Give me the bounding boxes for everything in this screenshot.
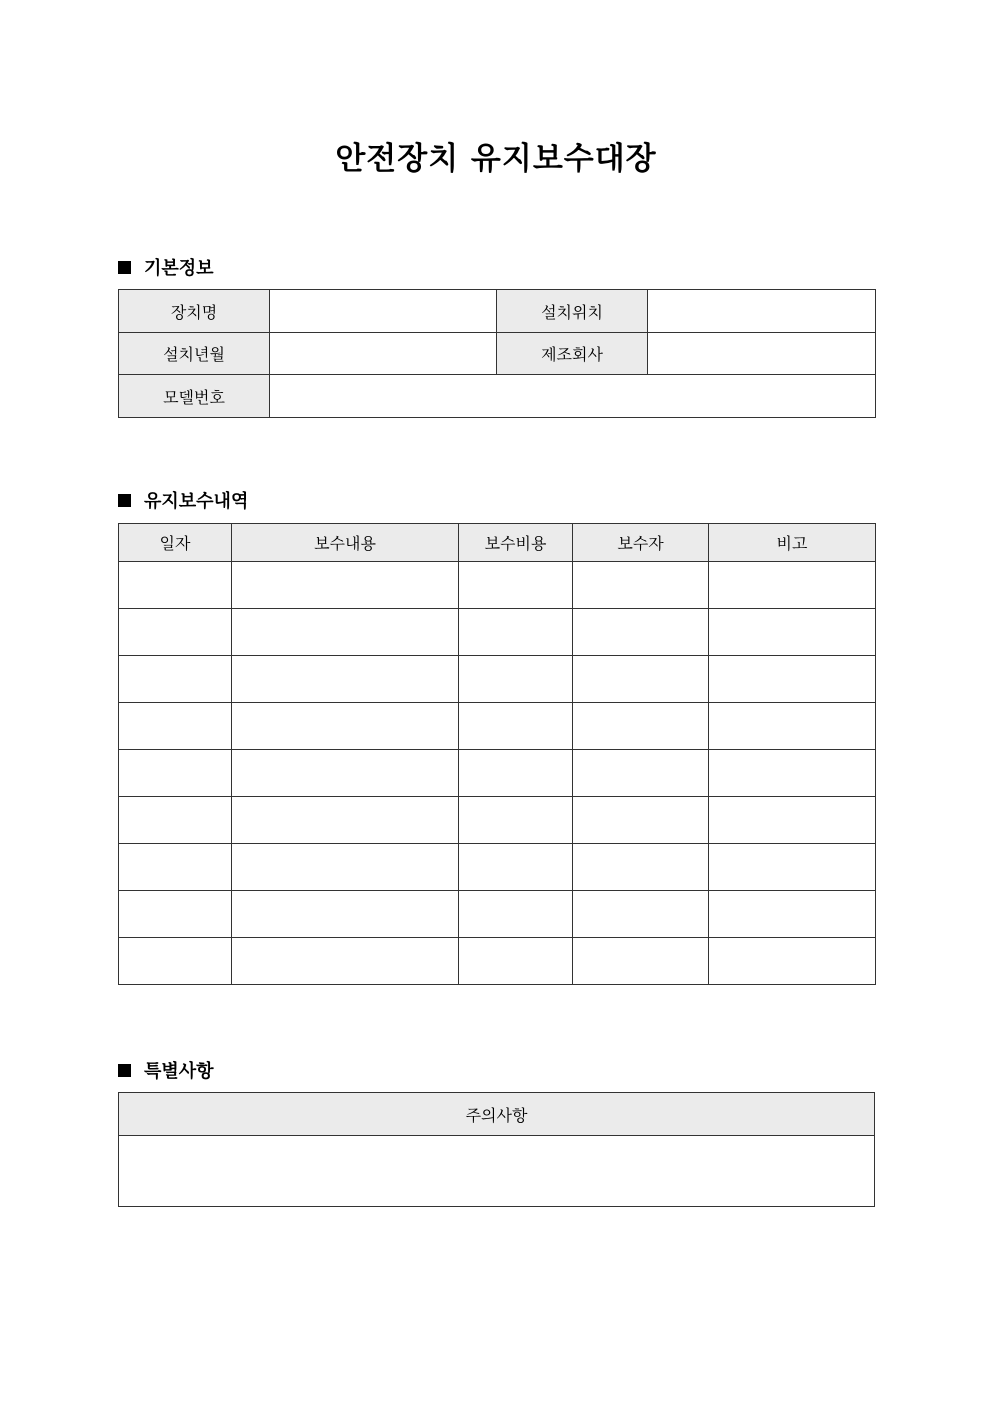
remarks-cell[interactable] [709, 656, 876, 703]
date-cell[interactable] [119, 797, 232, 844]
section-heading-basic [118, 254, 214, 280]
repair-cost-cell[interactable] [459, 656, 573, 703]
remarks-cell[interactable] [709, 703, 876, 750]
remarks-cell[interactable] [709, 938, 876, 985]
model-no-label: 모델번호 [119, 375, 270, 418]
install-location-label: 설치위치 [497, 290, 648, 333]
repair-details-cell[interactable] [232, 750, 459, 797]
remarks-cell[interactable] [709, 844, 876, 891]
repair-details-cell[interactable] [232, 562, 459, 609]
column-header-remarks: 비고 [709, 524, 876, 562]
repair-cost-cell[interactable] [459, 797, 573, 844]
table-row [119, 844, 876, 891]
repair-details-cell[interactable] [232, 609, 459, 656]
repairer-cell[interactable] [573, 750, 709, 797]
table-row [119, 891, 876, 938]
repairer-cell[interactable] [573, 609, 709, 656]
section-heading-special-label: 특별사항 [144, 1061, 214, 1082]
section-heading-history [118, 487, 248, 513]
repair-cost-cell[interactable] [459, 609, 573, 656]
repairer-cell[interactable] [573, 938, 709, 985]
remarks-cell[interactable] [709, 562, 876, 609]
manufacturer-label: 제조회사 [497, 333, 648, 375]
maintenance-history-table [118, 523, 876, 985]
repairer-cell[interactable] [573, 797, 709, 844]
repairer-cell[interactable] [573, 656, 709, 703]
column-header-repairer: 보수자 [573, 524, 709, 562]
section-heading-history-label: 유지보수내역 [144, 491, 249, 512]
table-row [119, 750, 876, 797]
repairer-cell[interactable] [573, 562, 709, 609]
remarks-cell[interactable] [709, 891, 876, 938]
date-cell[interactable] [119, 844, 232, 891]
device-name-label: 장치명 [119, 290, 270, 333]
date-cell[interactable] [119, 609, 232, 656]
remarks-cell[interactable] [709, 750, 876, 797]
date-cell[interactable] [119, 750, 232, 797]
install-date-field[interactable] [270, 333, 497, 375]
section-heading-special [118, 1057, 214, 1083]
date-cell[interactable] [119, 656, 232, 703]
caution-field[interactable] [119, 1136, 875, 1207]
caution-header: 주의사항 [119, 1093, 875, 1136]
table-row [119, 938, 876, 985]
manufacturer-field[interactable] [648, 333, 876, 375]
date-cell[interactable] [119, 938, 232, 985]
repair-details-cell[interactable] [232, 656, 459, 703]
section-heading-basic-label: 기본정보 [144, 258, 214, 279]
date-cell[interactable] [119, 562, 232, 609]
square-bullet-icon [118, 1064, 131, 1077]
column-header-date: 일자 [119, 524, 232, 562]
repair-cost-cell[interactable] [459, 562, 573, 609]
table-row [119, 703, 876, 750]
repair-details-cell[interactable] [232, 844, 459, 891]
special-notes-table [118, 1092, 875, 1207]
date-cell[interactable] [119, 703, 232, 750]
repair-cost-cell[interactable] [459, 844, 573, 891]
device-name-field[interactable] [270, 290, 497, 333]
repairer-cell[interactable] [573, 703, 709, 750]
table-row [119, 562, 876, 609]
repair-details-cell[interactable] [232, 703, 459, 750]
repair-details-cell[interactable] [232, 797, 459, 844]
repair-cost-cell[interactable] [459, 750, 573, 797]
column-header-repair-details: 보수내용 [232, 524, 459, 562]
repairer-cell[interactable] [573, 844, 709, 891]
table-row [119, 797, 876, 844]
table-row [119, 656, 876, 703]
column-header-repair-cost: 보수비용 [459, 524, 573, 562]
install-location-field[interactable] [648, 290, 876, 333]
repair-details-cell[interactable] [232, 891, 459, 938]
repairer-cell[interactable] [573, 891, 709, 938]
square-bullet-icon [118, 494, 131, 507]
table-row [119, 609, 876, 656]
basic-info-table [118, 289, 876, 418]
repair-cost-cell[interactable] [459, 703, 573, 750]
repair-cost-cell[interactable] [459, 891, 573, 938]
remarks-cell[interactable] [709, 609, 876, 656]
repair-cost-cell[interactable] [459, 938, 573, 985]
square-bullet-icon [118, 261, 131, 274]
date-cell[interactable] [119, 891, 232, 938]
repair-details-cell[interactable] [232, 938, 459, 985]
page-title: 안전장치 유지보수대장 [335, 141, 657, 177]
install-date-label: 설치년월 [119, 333, 270, 375]
model-no-field[interactable] [270, 375, 876, 418]
remarks-cell[interactable] [709, 797, 876, 844]
